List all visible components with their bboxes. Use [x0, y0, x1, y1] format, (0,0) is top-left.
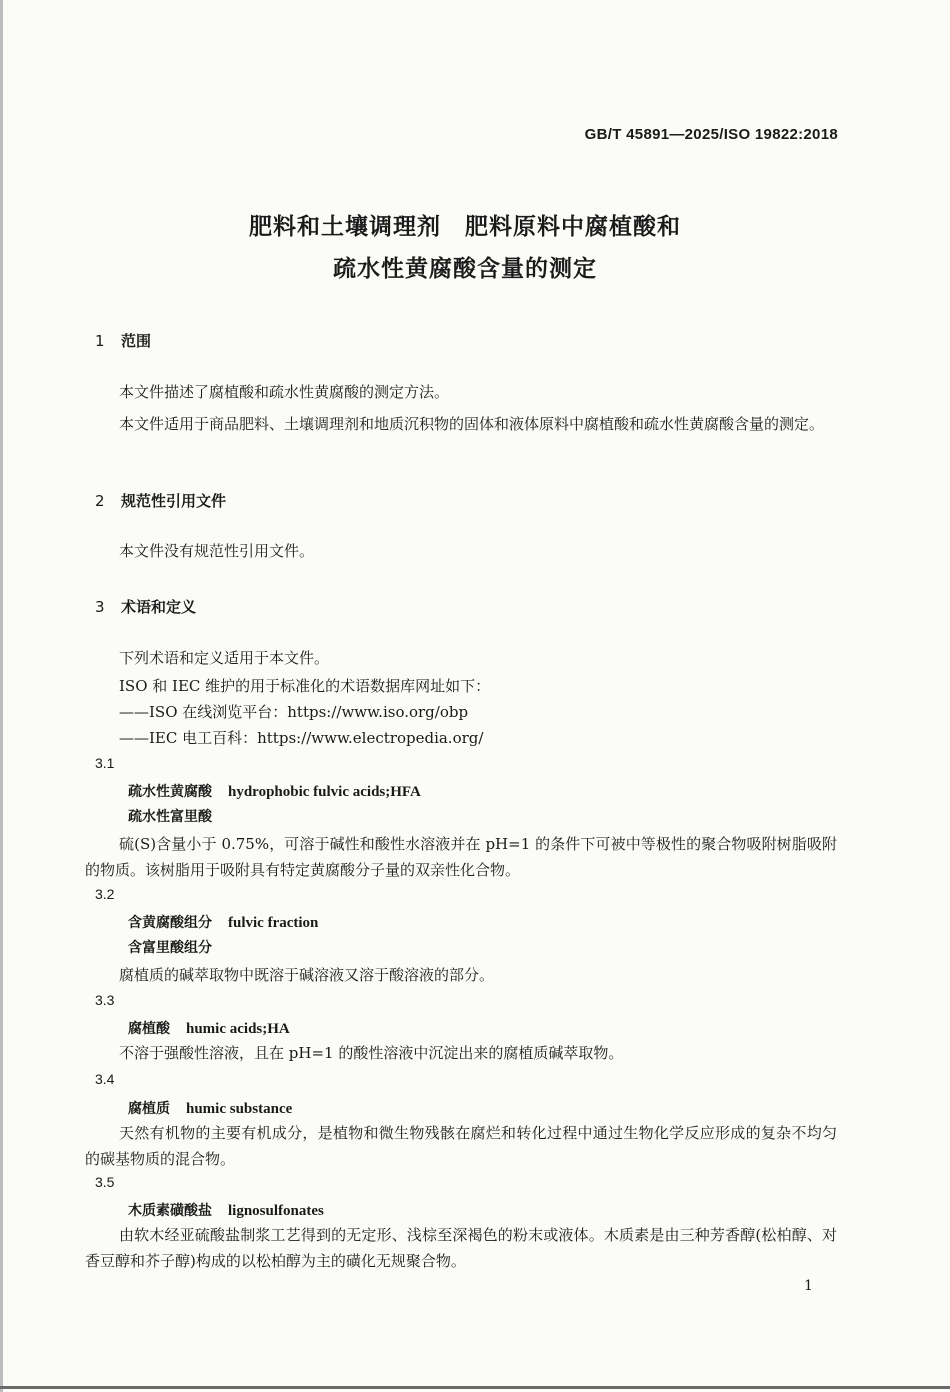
section-heading-scope [95, 330, 151, 351]
section-heading-normative-references [95, 490, 226, 511]
term-zh: 腐植酸 [128, 1021, 170, 1037]
page-number: 1 [804, 1278, 813, 1294]
section-number: 1 [95, 332, 105, 350]
term-number: 3.2 [95, 886, 115, 902]
term-definition: 硫(S)含量小于 0.75%，可溶于碱性和酸性水溶液并在 pH=1 的条件下可被中等极性的聚合物吸附树脂吸附的物质。该树脂用于吸附具有特定黄腐酸分子量的双亲性化合物。 [85, 835, 837, 879]
term-en: lignosulfonates [228, 1203, 324, 1219]
term-en: fulvic fraction [228, 915, 319, 931]
term-zh: 疏水性黄腐酸 [128, 784, 212, 800]
section-number: 3 [95, 598, 105, 616]
standard-number: GB/T 45891—2025/ISO 19822:2018 [584, 126, 838, 143]
term-definition: 天然有机物的主要有机成分，是植物和微生物残骸在腐烂和转化过程中通过生物化学反应形成的复杂不均匀的碳基物质的混合物。 [85, 1124, 837, 1168]
paragraph: 本文件描述了腐植酸和疏水性黄腐酸的测定方法。 [119, 383, 450, 401]
paragraph: 本文件没有规范性引用文件。 [119, 542, 315, 560]
term-entry [128, 912, 318, 932]
term-zh: 腐植质 [128, 1101, 170, 1117]
term-number: 3.5 [95, 1174, 115, 1190]
term-definition: 由软木经亚硫酸盐制浆工艺得到的无定形、浅棕至深褐色的粉末或液体。木质素是由三种芳香醇(松柏醇、对香豆醇和芥子醇)构成的以松柏醇为主的磺化无规聚合物。 [85, 1226, 837, 1270]
section-title: 范围 [121, 332, 152, 350]
term-entry [128, 781, 421, 801]
term-zh: 木质素磺酸盐 [128, 1203, 212, 1219]
text-line: ISO 和 IEC 维护的用于标准化的术语数据库网址如下： [119, 677, 491, 695]
term-entry [128, 1018, 290, 1038]
section-title: 规范性引用文件 [121, 492, 227, 510]
term-en: hydrophobic fulvic acids;HFA [228, 784, 421, 800]
section-title: 术语和定义 [121, 598, 197, 616]
term-en: humic acids;HA [186, 1021, 290, 1037]
term-en: humic substance [186, 1101, 293, 1117]
term-entry [128, 1098, 292, 1118]
term-entry [128, 1200, 324, 1220]
term-alt-zh: 疏水性富里酸 [128, 809, 212, 825]
section-number: 2 [95, 492, 105, 510]
text-line: ——IEC 电工百科：https://www.electropedia.org/ [119, 729, 484, 747]
section-heading-terms [95, 596, 196, 617]
text-line: 下列术语和定义适用于本文件。 [119, 649, 330, 667]
term-alt-zh: 含富里酸组分 [128, 940, 212, 956]
document-title-line-2: 疏水性黄腐酸含量的测定 [333, 256, 597, 282]
term-definition: 不溶于强酸性溶液，且在 pH=1 的酸性溶液中沉淀出来的腐植质碱萃取物。 [119, 1044, 624, 1062]
paragraph: 本文件适用于商品肥料、土壤调理剂和地质沉积物的固体和液体原料中腐植酸和疏水性黄腐酸含量的测定。 [119, 415, 825, 433]
document-title-line-1: 肥料和土壤调理剂 肥料原料中腐植酸和 [249, 214, 681, 240]
scan-edge-bottom [0, 1386, 950, 1389]
text-line: ——ISO 在线浏览平台：https://www.iso.org/obp [119, 703, 469, 721]
term-zh: 含黄腐酸组分 [128, 915, 212, 931]
term-number: 3.4 [95, 1071, 115, 1087]
term-number: 3.3 [95, 992, 115, 1008]
term-number: 3.1 [95, 755, 115, 771]
term-definition: 腐植质的碱萃取物中既溶于碱溶液又溶于酸溶液的部分。 [119, 966, 495, 984]
